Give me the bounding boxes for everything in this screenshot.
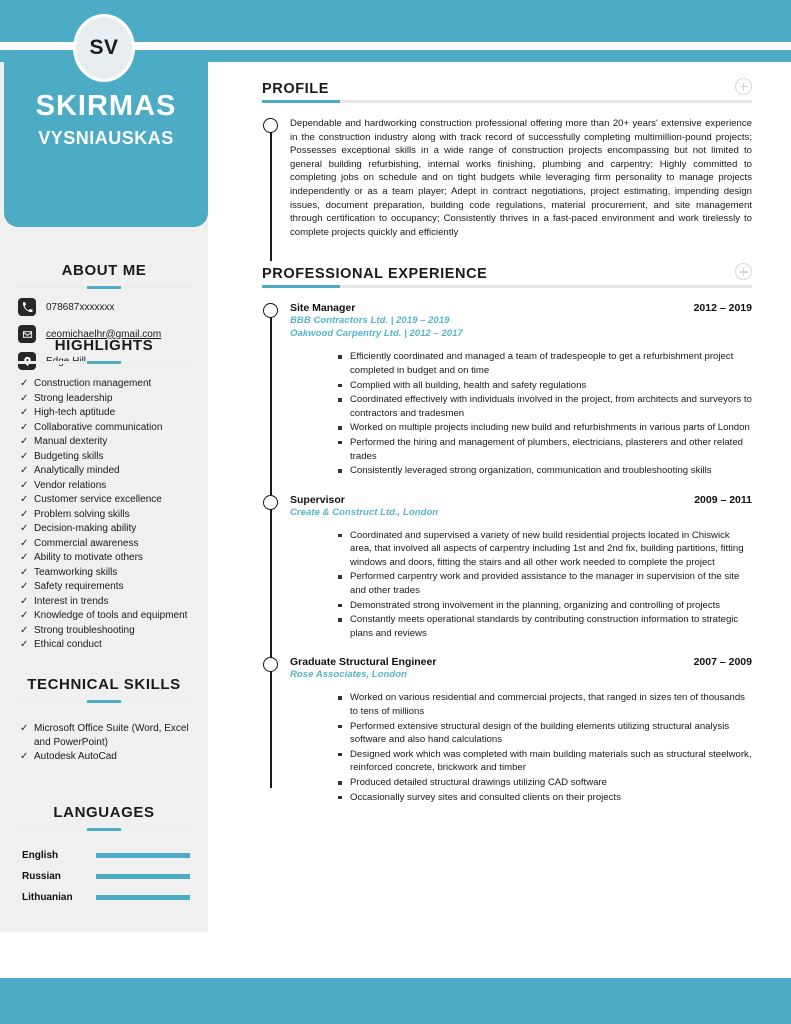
name-card	[4, 62, 208, 227]
job-bullet-text: Demonstrated strong involvement in the planning, organizing and controlling of projects	[350, 599, 721, 611]
profile-timeline	[262, 117, 752, 243]
highlight-item	[20, 624, 198, 638]
check-icon: ✓	[20, 624, 29, 636]
highlight-label: Teamworking skills	[34, 566, 118, 578]
check-icon: ✓	[20, 723, 29, 734]
square-bullet-icon	[338, 613, 350, 622]
job-bullet-text: Coordinated and supervised a variety of new build residential projects located in Chiswick area, that involved all aspects of carpentry including 1st and 2nd fix, building partitions, fitting windows and doors, fitting the stairs and all other work needed to complete the project	[350, 529, 744, 568]
check-icon: ✓	[20, 465, 29, 476]
highlights-divider	[14, 361, 194, 364]
job-bullet-item	[338, 613, 752, 640]
languages-list	[22, 850, 190, 913]
check-icon: ✓	[20, 494, 29, 505]
highlight-item	[20, 392, 198, 406]
highlight-label: High-tech aptitude	[34, 407, 116, 418]
highlight-item	[20, 580, 198, 594]
job-bullet-text: Performed carpentry work and provided assistance to the manager in supervision of the site and other trades	[350, 571, 740, 597]
job-bullet-item	[338, 421, 752, 435]
job-bullet-text: Constantly meets operational standards by contributing construction information to strategic plans and reviews	[350, 614, 739, 639]
plus-circle-icon[interactable]	[735, 263, 752, 280]
check-icon: ✓	[20, 392, 29, 404]
language-item	[22, 871, 190, 882]
job-company: Oakwood Carpentry Ltd. | 2012 – 2017	[290, 328, 463, 340]
job-bullet-list	[338, 350, 752, 477]
experience-underline	[262, 285, 752, 288]
job-bullet-text: Performed extensive structural design of the building elements utilizing structural analysis software and also hand calculations	[350, 720, 730, 746]
highlight-item	[20, 450, 198, 464]
check-icon: ✓	[20, 566, 29, 578]
check-icon: ✓	[20, 537, 29, 549]
jobs-container	[290, 302, 752, 804]
contact-item-phone[interactable]	[18, 298, 198, 316]
job-bullet-item	[338, 791, 752, 805]
check-icon: ✓	[20, 378, 29, 389]
square-bullet-icon	[338, 393, 350, 402]
job-title: Supervisor	[290, 493, 345, 506]
languages-divider	[14, 828, 194, 831]
square-bullet-icon	[338, 570, 350, 579]
technical-skill-item	[20, 722, 198, 749]
job-bullet-text: Produced detailed structural drawings utilizing CAD software	[350, 777, 608, 788]
square-bullet-icon	[338, 464, 350, 473]
profile-section-header	[262, 80, 752, 103]
timeline-dot	[263, 118, 278, 133]
highlight-item	[20, 435, 198, 449]
profile-body-text: Dependable and hardworking construction professional offering more than 20+ years' extensive experience in the construction industry along with track record of successfully completing multimillion-pound projects; Possesses exceptional skills in a wide range of construction projects encompassing but not limited to general building refurbishing, internal works finishing, plumbing and carpentry; Highly committed to completing jobs on schedule and on tight budgets while leveraging firm personality to manage projects independently or as a team player; Adept in contract negotiations, project estimating, impending design issues, document preparation, building code regulations, material procurement, and site management through certification to occupancy; Consistently thrives in a fast-paced environment and work tirelessly to complete projects quickly and efficiently	[290, 118, 752, 238]
highlight-label: Commercial awareness	[34, 537, 139, 549]
phone-number: 078687xxxxxxx	[46, 301, 115, 313]
job-bullet-item	[338, 464, 752, 478]
highlight-item	[20, 537, 198, 551]
job-bullet-text: Designed work which was completed with main building materials such as structural steelwork, reinforced concrete, brickwork and timber	[350, 748, 752, 774]
language-name: Russian	[22, 871, 61, 882]
timeline-dot	[263, 495, 278, 510]
technical-skill-label: Autodesk AutoCad	[34, 751, 117, 762]
highlight-item	[20, 464, 198, 478]
bottom-teal-band	[0, 978, 791, 1024]
technical-skill-item	[20, 750, 198, 764]
main-content	[262, 80, 752, 820]
check-icon: ✓	[20, 523, 29, 534]
highlight-item	[20, 522, 198, 536]
job-bullet-item	[338, 748, 752, 775]
job-bullet-text: Worked on multiple projects including new build and refurbishments in various parts of London	[350, 422, 750, 434]
experience-entry	[290, 656, 752, 804]
check-icon: ✓	[20, 610, 29, 621]
experience-section-title: PROFESSIONAL EXPERIENCE	[262, 266, 488, 283]
job-company: Create & Construct Ltd., London	[290, 506, 439, 518]
square-bullet-icon	[338, 720, 350, 729]
check-icon: ✓	[20, 751, 29, 762]
highlights-heading-group	[0, 337, 208, 364]
about-me-heading-group	[0, 262, 208, 289]
job-bullet-text: Complied with all building, health and safety regulations	[350, 379, 587, 391]
check-icon: ✓	[20, 508, 29, 520]
square-bullet-icon	[338, 436, 350, 445]
experience-entry	[290, 494, 752, 641]
job-title: Site Manager	[290, 302, 356, 315]
technical-skill-label: Microsoft Office Suite (Word, Excel and PowerPoint)	[34, 723, 189, 748]
highlight-label: Strong troubleshooting	[34, 624, 135, 636]
highlight-label: Ability to motivate others	[34, 552, 143, 563]
last-name: VYSNIAUSKAS	[38, 128, 174, 148]
experience-entry-header	[290, 656, 752, 668]
highlight-label: Strong leadership	[34, 392, 113, 404]
technical-skills-title: TECHNICAL SKILLS	[27, 676, 181, 693]
highlight-label: Vendor relations	[34, 479, 107, 491]
highlights-list	[20, 377, 198, 653]
highlight-label: Customer service excellence	[34, 494, 162, 505]
technical-skills-list	[20, 722, 198, 765]
timeline-dot	[263, 303, 278, 318]
experience-entry	[290, 302, 752, 477]
languages-heading-group	[0, 804, 208, 831]
highlight-label: Construction management	[34, 378, 152, 389]
language-name: Lithuanian	[22, 892, 73, 903]
experience-section-header	[262, 265, 752, 288]
profile-section-title: PROFILE	[262, 81, 330, 97]
language-level-fill	[96, 874, 190, 879]
square-bullet-icon	[338, 791, 350, 800]
check-icon: ✓	[20, 552, 29, 563]
profile-underline	[262, 100, 752, 103]
job-dates: 2007 – 2009	[693, 656, 752, 669]
about-me-title: ABOUT ME	[61, 262, 147, 279]
language-name: English	[22, 850, 59, 861]
job-bullet-item	[338, 599, 752, 613]
job-bullet-item	[338, 720, 752, 747]
language-level-bar	[96, 895, 190, 900]
language-level-fill	[96, 895, 190, 900]
monogram-initials: SV	[89, 36, 119, 59]
languages-title: LANGUAGES	[53, 804, 155, 821]
check-icon: ✓	[20, 450, 29, 462]
job-company: Rose Associates, London	[290, 669, 407, 681]
square-bullet-icon	[338, 748, 350, 757]
highlight-item	[20, 551, 198, 565]
highlight-label: Problem solving skills	[34, 508, 130, 520]
highlight-label: Analytically minded	[34, 465, 120, 476]
monogram-badge	[73, 14, 135, 82]
highlight-item	[20, 595, 198, 609]
email-address[interactable]: ceomichaelhr@gmail.com	[46, 328, 162, 340]
job-bullet-item	[338, 393, 752, 420]
job-bullet-text: Performed the hiring and management of plumbers, electricians, plasterers and other related trades	[350, 436, 744, 462]
highlight-label: Manual dexterity	[34, 436, 108, 447]
highlight-label: Knowledge of tools and equipment	[34, 610, 188, 621]
job-bullet-item	[338, 776, 752, 790]
experience-entry-header	[290, 302, 752, 314]
technical-skills-divider	[14, 700, 194, 703]
job-bullet-item	[338, 350, 752, 377]
check-icon: ✓	[20, 436, 29, 447]
highlight-item	[20, 421, 198, 435]
job-bullet-item	[338, 379, 752, 393]
job-bullet-item	[338, 691, 752, 718]
timeline-line	[270, 310, 272, 788]
square-bullet-icon	[338, 379, 350, 388]
technical-skills-heading-group	[0, 676, 208, 703]
square-bullet-icon	[338, 350, 350, 359]
job-title: Graduate Structural Engineer	[290, 656, 437, 669]
highlight-item	[20, 609, 198, 623]
sidebar	[0, 62, 208, 932]
job-bullet-text: Worked on various residential and commercial projects, that ranged in sizes ten of thousands to tens of millions	[350, 692, 745, 718]
timeline-dot	[263, 657, 278, 672]
check-icon: ✓	[20, 639, 29, 650]
timeline-line	[270, 125, 272, 261]
job-bullet-text: Consistently leveraged strong organization, communication and troubleshooting skills	[350, 465, 712, 477]
job-bullet-text: Occasionally survey sites and consulted clients on their projects	[350, 791, 621, 803]
language-item	[22, 850, 190, 861]
highlight-item	[20, 638, 198, 652]
highlight-item	[20, 406, 198, 420]
highlight-label: Collaborative communication	[34, 421, 163, 433]
check-icon: ✓	[20, 595, 29, 607]
job-bullet-item	[338, 436, 752, 463]
highlight-label: Safety requirements	[34, 581, 124, 592]
highlight-label: Interest in trends	[34, 595, 109, 607]
square-bullet-icon	[338, 529, 350, 538]
job-bullet-list	[338, 691, 752, 804]
about-me-divider	[14, 286, 194, 289]
highlight-label: Budgeting skills	[34, 450, 104, 462]
language-item	[22, 892, 190, 903]
highlights-title: HIGHLIGHTS	[54, 337, 154, 354]
language-level-fill	[96, 853, 190, 858]
job-company: BBB Contractors Ltd. | 2019 – 2019	[290, 315, 450, 327]
job-bullet-item	[338, 529, 752, 570]
highlight-item	[20, 377, 198, 391]
job-bullet-item	[338, 570, 752, 597]
square-bullet-icon	[338, 776, 350, 785]
highlight-label: Ethical conduct	[34, 639, 102, 650]
job-bullet-text: Efficiently coordinated and managed a team of tradespeople to get a refurbishment project completed in budget and on time	[350, 351, 734, 376]
job-dates: 2012 – 2019	[693, 302, 752, 315]
job-bullet-list	[338, 529, 752, 641]
highlight-item	[20, 493, 198, 507]
check-icon: ✓	[20, 479, 29, 491]
square-bullet-icon	[338, 599, 350, 608]
first-name: SKIRMAS	[35, 90, 177, 122]
square-bullet-icon	[338, 691, 350, 700]
phone-icon	[18, 298, 36, 316]
plus-circle-icon[interactable]	[735, 78, 752, 95]
job-dates: 2009 – 2011	[694, 493, 752, 506]
job-bullet-text: Coordinated effectively with individuals involved in the project, from architects and surveyors to contractors and tradesmen	[350, 394, 752, 419]
square-bullet-icon	[338, 421, 350, 430]
experience-entry-header	[290, 494, 752, 506]
highlight-item	[20, 508, 198, 522]
highlight-label: Decision-making ability	[34, 523, 137, 534]
highlight-item	[20, 479, 198, 493]
check-icon: ✓	[20, 421, 29, 433]
check-icon: ✓	[20, 581, 29, 592]
language-level-bar	[96, 853, 190, 858]
check-icon: ✓	[20, 407, 29, 418]
language-level-bar	[96, 874, 190, 879]
experience-timeline	[262, 302, 752, 804]
highlight-item	[20, 566, 198, 580]
